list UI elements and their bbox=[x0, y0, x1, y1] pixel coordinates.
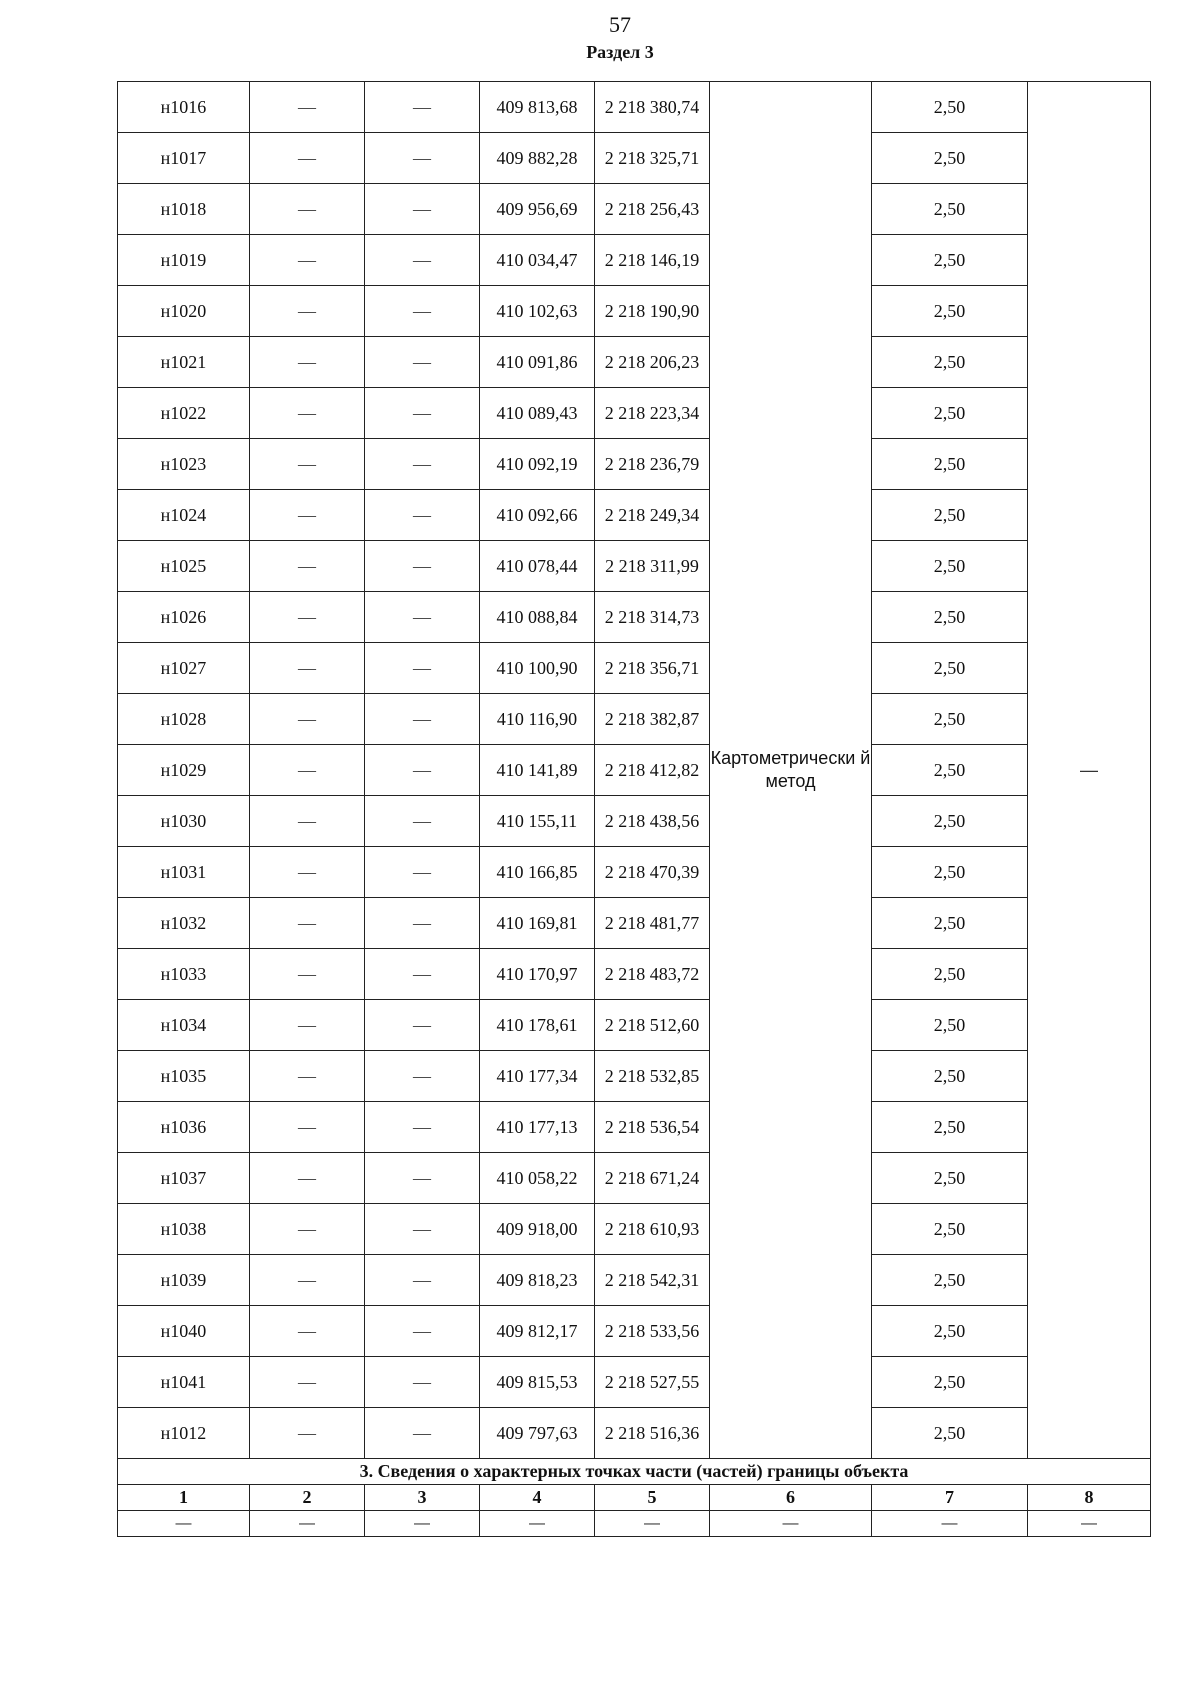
dash-cell: — bbox=[365, 490, 480, 541]
table-row bbox=[118, 1204, 1151, 1255]
table-row bbox=[118, 286, 1151, 337]
accuracy-value: 2,50 bbox=[872, 1306, 1028, 1357]
dash-cell: — bbox=[250, 388, 365, 439]
y-coordinate: 2 218 483,72 bbox=[595, 949, 710, 1000]
table-row bbox=[118, 133, 1151, 184]
point-label: н1019 bbox=[118, 235, 250, 286]
y-coordinate: 2 218 146,19 bbox=[595, 235, 710, 286]
empty-cell: — bbox=[710, 1511, 872, 1537]
x-coordinate: 410 169,81 bbox=[480, 898, 595, 949]
y-coordinate: 2 218 190,90 bbox=[595, 286, 710, 337]
dash-cell: — bbox=[365, 388, 480, 439]
dash-cell: — bbox=[250, 1408, 365, 1459]
point-label: н1032 bbox=[118, 898, 250, 949]
x-coordinate: 410 091,86 bbox=[480, 337, 595, 388]
y-coordinate: 2 218 512,60 bbox=[595, 1000, 710, 1051]
dash-cell: — bbox=[250, 133, 365, 184]
dash-cell: — bbox=[365, 286, 480, 337]
accuracy-value: 2,50 bbox=[872, 1357, 1028, 1408]
point-label: н1012 bbox=[118, 1408, 250, 1459]
method-cell: Картометрически й метод bbox=[710, 82, 872, 1459]
x-coordinate: 410 166,85 bbox=[480, 847, 595, 898]
point-label: н1041 bbox=[118, 1357, 250, 1408]
y-coordinate: 2 218 311,99 bbox=[595, 541, 710, 592]
dash-cell: — bbox=[250, 1204, 365, 1255]
table-row bbox=[118, 1102, 1151, 1153]
table-row bbox=[118, 643, 1151, 694]
table-row bbox=[118, 82, 1151, 133]
x-coordinate: 410 177,13 bbox=[480, 1102, 595, 1153]
accuracy-value: 2,50 bbox=[872, 847, 1028, 898]
x-coordinate: 409 797,63 bbox=[480, 1408, 595, 1459]
x-coordinate: 410 088,84 bbox=[480, 592, 595, 643]
table-row bbox=[118, 337, 1151, 388]
dash-cell: — bbox=[365, 1204, 480, 1255]
dash-cell: — bbox=[250, 796, 365, 847]
dash-cell: — bbox=[365, 796, 480, 847]
y-coordinate: 2 218 610,93 bbox=[595, 1204, 710, 1255]
accuracy-value: 2,50 bbox=[872, 1000, 1028, 1051]
dash-cell: — bbox=[250, 949, 365, 1000]
accuracy-value: 2,50 bbox=[872, 592, 1028, 643]
table-row bbox=[118, 439, 1151, 490]
dash-cell: — bbox=[250, 847, 365, 898]
dash-cell: — bbox=[250, 1306, 365, 1357]
accuracy-value: 2,50 bbox=[872, 184, 1028, 235]
column-header: 4 bbox=[480, 1485, 595, 1511]
point-label: н1024 bbox=[118, 490, 250, 541]
table-row bbox=[118, 1408, 1151, 1459]
page-number: 57 bbox=[609, 12, 631, 37]
column-header: 8 bbox=[1028, 1485, 1151, 1511]
x-coordinate: 409 812,17 bbox=[480, 1306, 595, 1357]
accuracy-value: 2,50 bbox=[872, 1051, 1028, 1102]
subsection-title: 3. Сведения о характерных точках части (частей) границы объекта bbox=[118, 1459, 1151, 1485]
empty-cell: — bbox=[480, 1511, 595, 1537]
x-coordinate: 409 818,23 bbox=[480, 1255, 595, 1306]
accuracy-value: 2,50 bbox=[872, 796, 1028, 847]
table-row bbox=[118, 898, 1151, 949]
accuracy-value: 2,50 bbox=[872, 82, 1028, 133]
boundary-points-table bbox=[117, 81, 1151, 1537]
dash-cell: — bbox=[365, 1408, 480, 1459]
dash-cell: — bbox=[365, 1000, 480, 1051]
point-label: н1034 bbox=[118, 1000, 250, 1051]
column-header: 3 bbox=[365, 1485, 480, 1511]
dash-cell: — bbox=[365, 1306, 480, 1357]
dash-cell: — bbox=[365, 82, 480, 133]
accuracy-value: 2,50 bbox=[872, 235, 1028, 286]
accuracy-value: 2,50 bbox=[872, 643, 1028, 694]
y-coordinate: 2 218 236,79 bbox=[595, 439, 710, 490]
table-row bbox=[118, 592, 1151, 643]
dash-cell: — bbox=[365, 1357, 480, 1408]
x-coordinate: 410 141,89 bbox=[480, 745, 595, 796]
x-coordinate: 410 177,34 bbox=[480, 1051, 595, 1102]
x-coordinate: 409 815,53 bbox=[480, 1357, 595, 1408]
accuracy-value: 2,50 bbox=[872, 1408, 1028, 1459]
dash-cell: — bbox=[365, 439, 480, 490]
dash-cell: — bbox=[250, 235, 365, 286]
dash-cell: — bbox=[365, 694, 480, 745]
table-row bbox=[118, 1051, 1151, 1102]
y-coordinate: 2 218 380,74 bbox=[595, 82, 710, 133]
table-row bbox=[118, 949, 1151, 1000]
dash-cell: — bbox=[365, 337, 480, 388]
point-label: н1029 bbox=[118, 745, 250, 796]
point-label: н1031 bbox=[118, 847, 250, 898]
dash-cell: — bbox=[250, 1102, 365, 1153]
dash-cell: — bbox=[365, 184, 480, 235]
column-header: 2 bbox=[250, 1485, 365, 1511]
dash-cell: — bbox=[365, 1051, 480, 1102]
accuracy-value: 2,50 bbox=[872, 439, 1028, 490]
table-row bbox=[118, 694, 1151, 745]
x-coordinate: 409 813,68 bbox=[480, 82, 595, 133]
column-header: 5 bbox=[595, 1485, 710, 1511]
empty-cell: — bbox=[1028, 1511, 1151, 1537]
y-coordinate: 2 218 382,87 bbox=[595, 694, 710, 745]
dash-cell: — bbox=[365, 643, 480, 694]
x-coordinate: 409 956,69 bbox=[480, 184, 595, 235]
x-coordinate: 410 170,97 bbox=[480, 949, 595, 1000]
point-label: н1022 bbox=[118, 388, 250, 439]
x-coordinate: 410 102,63 bbox=[480, 286, 595, 337]
column-header: 7 bbox=[872, 1485, 1028, 1511]
dash-cell: — bbox=[250, 592, 365, 643]
point-label: н1037 bbox=[118, 1153, 250, 1204]
y-coordinate: 2 218 325,71 bbox=[595, 133, 710, 184]
point-label: н1039 bbox=[118, 1255, 250, 1306]
dash-cell: — bbox=[365, 1102, 480, 1153]
dash-cell: — bbox=[365, 235, 480, 286]
table-row bbox=[118, 745, 1151, 796]
accuracy-value: 2,50 bbox=[872, 1204, 1028, 1255]
dash-cell: — bbox=[250, 898, 365, 949]
table-row bbox=[118, 235, 1151, 286]
table-row bbox=[118, 1255, 1151, 1306]
accuracy-value: 2,50 bbox=[872, 745, 1028, 796]
y-coordinate: 2 218 438,56 bbox=[595, 796, 710, 847]
y-coordinate: 2 218 249,34 bbox=[595, 490, 710, 541]
dash-cell: — bbox=[250, 541, 365, 592]
accuracy-value: 2,50 bbox=[872, 286, 1028, 337]
x-coordinate: 410 116,90 bbox=[480, 694, 595, 745]
y-coordinate: 2 218 542,31 bbox=[595, 1255, 710, 1306]
section-title: Раздел 3 bbox=[586, 42, 654, 62]
empty-cell: — bbox=[118, 1511, 250, 1537]
y-coordinate: 2 218 527,55 bbox=[595, 1357, 710, 1408]
table-row bbox=[118, 184, 1151, 235]
accuracy-value: 2,50 bbox=[872, 694, 1028, 745]
point-label: н1035 bbox=[118, 1051, 250, 1102]
column-number-row bbox=[118, 1485, 1151, 1511]
y-coordinate: 2 218 412,82 bbox=[595, 745, 710, 796]
dash-cell: — bbox=[250, 745, 365, 796]
dash-cell: — bbox=[250, 286, 365, 337]
table-row bbox=[118, 541, 1151, 592]
dash-cell: — bbox=[250, 82, 365, 133]
point-label: н1028 bbox=[118, 694, 250, 745]
table-row bbox=[118, 1357, 1151, 1408]
dash-cell: — bbox=[250, 337, 365, 388]
accuracy-value: 2,50 bbox=[872, 541, 1028, 592]
dash-cell: — bbox=[250, 643, 365, 694]
dash-cell: — bbox=[365, 541, 480, 592]
y-coordinate: 2 218 536,54 bbox=[595, 1102, 710, 1153]
dash-cell: — bbox=[365, 898, 480, 949]
dash-cell: — bbox=[250, 1153, 365, 1204]
y-coordinate: 2 218 532,85 bbox=[595, 1051, 710, 1102]
y-coordinate: 2 218 314,73 bbox=[595, 592, 710, 643]
y-coordinate: 2 218 481,77 bbox=[595, 898, 710, 949]
y-coordinate: 2 218 516,36 bbox=[595, 1408, 710, 1459]
table-body bbox=[118, 82, 1151, 1459]
empty-cell: — bbox=[595, 1511, 710, 1537]
accuracy-value: 2,50 bbox=[872, 1153, 1028, 1204]
point-label: н1018 bbox=[118, 184, 250, 235]
x-coordinate: 410 100,90 bbox=[480, 643, 595, 694]
empty-row bbox=[118, 1511, 1151, 1537]
dash-cell: — bbox=[365, 592, 480, 643]
subsection-row bbox=[118, 1459, 1151, 1485]
point-label: н1027 bbox=[118, 643, 250, 694]
dash-cell: — bbox=[250, 1000, 365, 1051]
dash-cell: — bbox=[365, 1255, 480, 1306]
point-label: н1020 bbox=[118, 286, 250, 337]
x-coordinate: 410 089,43 bbox=[480, 388, 595, 439]
y-coordinate: 2 218 206,23 bbox=[595, 337, 710, 388]
dash-cell: — bbox=[365, 847, 480, 898]
table-row bbox=[118, 1306, 1151, 1357]
dash-cell: — bbox=[250, 184, 365, 235]
accuracy-value: 2,50 bbox=[872, 337, 1028, 388]
x-coordinate: 410 155,11 bbox=[480, 796, 595, 847]
table-row bbox=[118, 490, 1151, 541]
dash-cell: — bbox=[365, 949, 480, 1000]
column-header: 6 bbox=[710, 1485, 872, 1511]
empty-cell: — bbox=[872, 1511, 1028, 1537]
accuracy-value: 2,50 bbox=[872, 133, 1028, 184]
y-coordinate: 2 218 533,56 bbox=[595, 1306, 710, 1357]
dash-cell: — bbox=[250, 1357, 365, 1408]
point-label: н1021 bbox=[118, 337, 250, 388]
point-label: н1025 bbox=[118, 541, 250, 592]
point-label: н1036 bbox=[118, 1102, 250, 1153]
x-coordinate: 410 092,66 bbox=[480, 490, 595, 541]
column-header: 1 bbox=[118, 1485, 250, 1511]
table-row bbox=[118, 1000, 1151, 1051]
x-coordinate: 410 092,19 bbox=[480, 439, 595, 490]
x-coordinate: 410 078,44 bbox=[480, 541, 595, 592]
point-label: н1016 bbox=[118, 82, 250, 133]
dash-cell: — bbox=[250, 1051, 365, 1102]
accuracy-value: 2,50 bbox=[872, 949, 1028, 1000]
x-coordinate: 409 882,28 bbox=[480, 133, 595, 184]
empty-cell: — bbox=[365, 1511, 480, 1537]
y-coordinate: 2 218 356,71 bbox=[595, 643, 710, 694]
y-coordinate: 2 218 671,24 bbox=[595, 1153, 710, 1204]
y-coordinate: 2 218 256,43 bbox=[595, 184, 710, 235]
y-coordinate: 2 218 223,34 bbox=[595, 388, 710, 439]
table-row bbox=[118, 388, 1151, 439]
y-coordinate: 2 218 470,39 bbox=[595, 847, 710, 898]
dash-cell: — bbox=[250, 694, 365, 745]
empty-cell: — bbox=[250, 1511, 365, 1537]
dash-cell: — bbox=[250, 490, 365, 541]
column8-cell: — bbox=[1028, 82, 1151, 1459]
point-label: н1017 bbox=[118, 133, 250, 184]
table-row bbox=[118, 796, 1151, 847]
x-coordinate: 410 178,61 bbox=[480, 1000, 595, 1051]
x-coordinate: 409 918,00 bbox=[480, 1204, 595, 1255]
table-row bbox=[118, 1153, 1151, 1204]
point-label: н1038 bbox=[118, 1204, 250, 1255]
point-label: н1030 bbox=[118, 796, 250, 847]
dash-cell: — bbox=[365, 133, 480, 184]
accuracy-value: 2,50 bbox=[872, 490, 1028, 541]
dash-cell: — bbox=[250, 1255, 365, 1306]
accuracy-value: 2,50 bbox=[872, 1102, 1028, 1153]
dash-cell: — bbox=[365, 745, 480, 796]
accuracy-value: 2,50 bbox=[872, 898, 1028, 949]
x-coordinate: 410 058,22 bbox=[480, 1153, 595, 1204]
table-row bbox=[118, 847, 1151, 898]
point-label: н1026 bbox=[118, 592, 250, 643]
accuracy-value: 2,50 bbox=[872, 1255, 1028, 1306]
x-coordinate: 410 034,47 bbox=[480, 235, 595, 286]
point-label: н1023 bbox=[118, 439, 250, 490]
point-label: н1033 bbox=[118, 949, 250, 1000]
accuracy-value: 2,50 bbox=[872, 388, 1028, 439]
point-label: н1040 bbox=[118, 1306, 250, 1357]
dash-cell: — bbox=[365, 1153, 480, 1204]
dash-cell: — bbox=[250, 439, 365, 490]
